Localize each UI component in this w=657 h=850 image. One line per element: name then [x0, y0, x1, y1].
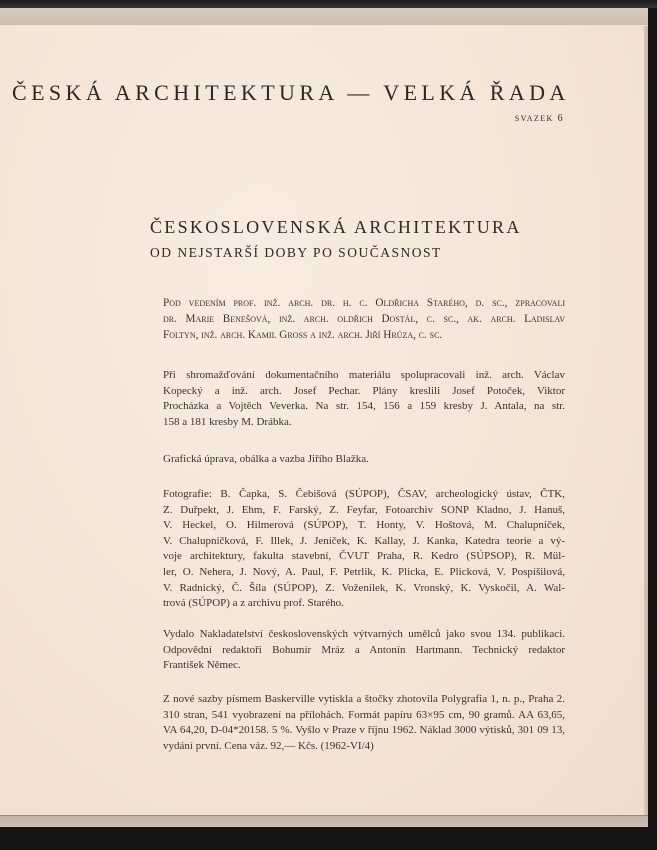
series-title: ČESKÁ ARCHITEKTURA — VELKÁ ŘADA [12, 80, 570, 105]
text-line: V. Radnický, Č. Šíla (SÚPOP), Z. Voženílek, K. Vronský, K. Vyskočil, A. Wal- [163, 581, 565, 594]
text-line: Z nové sazby písmem Baskerville vytiskla a štočky zhotovila Polygrafia 1, n. p., Praha 2. [163, 693, 565, 705]
text-line: Z. Duřpekt, J. Ehm, F. Farský, Z. Feyfar, Fotoarchiv SONP Kladno, J. Hanuš, [163, 503, 565, 516]
paragraph-publisher [163, 627, 565, 674]
paragraph-graphics [163, 452, 565, 468]
text-line: Při shromažďování dokumentačního materiálu spolupracovali inž. arch. Václav [163, 369, 565, 381]
text-line: Pod vedením prof. inž. arch. dr. h. c. Oldřicha Starého, d. sc., zpracovali [163, 297, 565, 309]
text-line: vydání první. Cena váz. 92,— Kčs. (1962-VI/4) [163, 739, 374, 752]
paragraph-editors [163, 296, 565, 343]
scan-bottom-border [0, 827, 657, 850]
book-subtitle: OD NEJSTARŠÍ DOBY PO SOUČASNOST [150, 245, 442, 260]
volume-word: SVAZEK [514, 114, 554, 123]
paragraph-documentation [163, 368, 565, 430]
text-line: Grafická úprava, obálka a vazba Jiřího Blažka. [163, 453, 369, 465]
volume-label [360, 113, 564, 124]
text-line: Kopecký a inž. arch. Josef Pechar. Plány kreslili Josef Potoček, Viktor [163, 384, 565, 397]
text-line: Procházka a Vojtěch Veverka. Na str. 154, 156 a 159 kresby J. Antala, na str. [163, 400, 565, 413]
text-line: Foltyn, inž. arch. Kamil Gross a inž. arch. Jiří Hrůza, c. sc. [163, 328, 443, 341]
scan-right-border [648, 8, 657, 850]
text-line: Odpovědní redaktoři Bohumír Mráz a Antonín Hartmann. Technický redaktor [163, 643, 565, 656]
paragraph-printing [163, 692, 565, 754]
text-line: Vydalo Nakladatelství československých výtvarných umělců jako svou 134. publikaci. [163, 628, 565, 640]
text-line: František Němec. [163, 659, 241, 672]
text-line: dr. Marie Benešová, inž. arch. oldřich Dostál, c. sc., ak. arch. Ladislav [163, 312, 565, 325]
volume-number: 6 [557, 113, 564, 124]
text-line: trová (SÚPOP) a z archivu prof. Starého. [163, 597, 344, 610]
page-right-edge [644, 26, 648, 816]
text-line: VA 64,20, D-04*20158. 5 %. Vyšlo v Praze v říjnu 1962. Náklad 3000 výtisků, 301 09 13, [163, 724, 565, 737]
text-line: ler, O. Nehera, J. Nový, A. Paul, F. Petrlik, K. Plicka, E. Plicková, V. Pospíšilová, [163, 565, 565, 578]
text-line: Fotografie: B. Čapka, S. Čebišová (SÚPOP), ČSAV, archeologický ústav, ČTK, [163, 488, 565, 500]
text-line: 310 stran, 541 vyobrazení na přílohách. Formát papíru 63×95 cm, 90 gramů. AA 63,65, [163, 708, 565, 721]
book-title: ČESKOSLOVENSKÁ ARCHITEKTURA [150, 217, 522, 237]
paragraph-photographs [163, 487, 565, 612]
text-line: V. Heckel, O. Hilmerová (SÚPOP), T. Honty, V. Hoštová, M. Chalupníček, [163, 519, 565, 532]
text-line: V. Chalupníčková, F. Illek, J. Jeníček, K. Kallay, J. Kanka, Katedra teorie a vý- [163, 534, 565, 547]
text-line: 158 a 181 kresby M. Drábka. [163, 415, 292, 428]
text-line: voje architektury, fakulta stavební, ČVUT Praha, R. Kedro (SÚPSOP), R. Mül- [163, 550, 565, 563]
